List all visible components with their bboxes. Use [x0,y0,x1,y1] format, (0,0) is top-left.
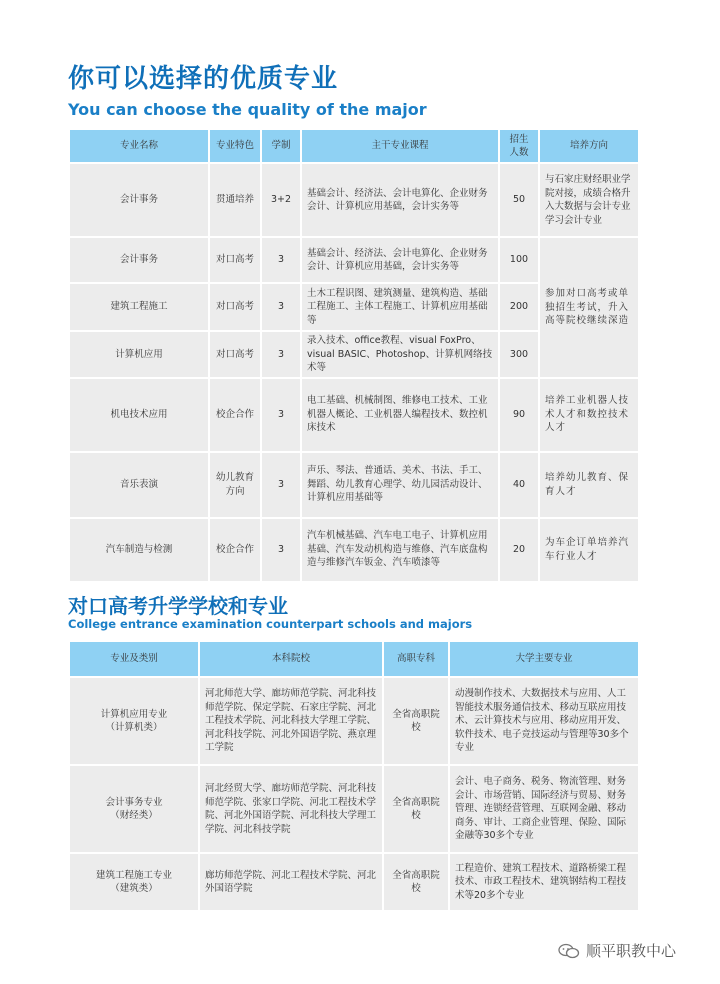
major-enrollment: 90 [499,378,539,452]
major-direction: 与石家庄财经职业学院对接，成绩合格升入大数据与会计专业学习会计专业 [539,163,639,237]
table-row [69,163,639,237]
university-majors: 动漫制作技术、大数据技术与应用、人工智能技术服务通信技术、移动互联应用技术、云计算技术与应用、移动应用开发、软件技术、电子竞技运动与管理等30多个专业 [449,677,639,765]
major-feature: 校企合作 [209,378,261,452]
wechat-icon [558,943,580,959]
university-majors: 会计、电子商务、税务、物流管理、财务会计、市场营销、国际经济与贸易、财务管理、连锁经营管理、互联网金融、移动商务、审计、工商企业管理、保险、国际金融等30多个专业 [449,765,639,853]
major-courses: 基础会计、经济法、会计电算化、企业财务会计、计算机应用基础，会计实务等 [301,163,499,237]
university-majors: 工程造价、建筑工程技术、道路桥梁工程技术、市政工程技术、建筑钢结构工程技术等20多个专业 [449,853,639,911]
major-label: 计算机应用专业 [100,708,168,720]
table-row [69,853,639,911]
major-years: 3 [261,283,301,331]
major-courses: 土木工程识图、建筑测量、建筑构造、基础工程施工、主体工程施工、计算机应用基础等 [301,283,499,331]
major-enrollment: 50 [499,163,539,237]
major-name: 汽车制造与检测 [69,518,209,582]
section2-subtitle-en: College entrance examination counterpart schools and majors [68,617,473,631]
footer-label: 顺平职教中心 [586,942,677,960]
major-enrollment: 40 [499,452,539,518]
major-label: 建筑工程施工专业 [95,869,172,881]
header-undergrad: 本科院校 [199,641,383,677]
table-row [69,452,639,518]
table-row [69,518,639,582]
table-row [69,765,639,853]
major-years: 3+2 [261,163,301,237]
major-category-cell [69,853,199,911]
section2-title: 对口高考升学学校和专业 [68,594,288,618]
major-enrollment: 100 [499,237,539,283]
major-direction: 培养幼儿教育、保育人才 [539,452,639,518]
majors-table-header [69,129,639,163]
table-row [69,378,639,452]
table-row [69,677,639,765]
major-feature: 校企合作 [209,518,261,582]
category-label: （计算机类） [105,722,163,733]
major-enrollment: 20 [499,518,539,582]
undergrad-schools: 河北经贸大学、廊坊师范学院、河北科技师范学院、张家口学院、河北工程技术学院、河北外国语学院、河北科技大学理工学院、河北科技学院 [199,765,383,853]
major-name: 建筑工程施工 [69,283,209,331]
major-courses: 声乐、琴法、普通话、美术、书法、手工、舞蹈、幼儿教育心理学、幼儿园活动设计、计算机应用基础等 [301,452,499,518]
vocational-schools: 全省高职院校 [383,677,449,765]
footer-account [558,940,676,961]
major-courses: 基础会计、经济法、会计电算化、企业财务会计、计算机应用基础，会计实务等 [301,237,499,283]
major-feature: 对口高考 [209,283,261,331]
major-direction: 为车企订单培养汽车行业人才 [539,518,639,582]
major-name: 会计事务 [69,237,209,283]
major-name: 机电技术应用 [69,378,209,452]
schools-table [68,640,640,912]
schools-table-header [69,641,639,677]
header-courses: 主干专业课程 [301,129,499,163]
header-univ-majors: 大学主要专业 [449,641,639,677]
major-courses: 录入技术、office教程、visual FoxPro、visual BASIC、Photoshop、计算机网络技术等 [301,331,499,378]
major-courses: 汽车机械基础、汽车电工电子、计算机应用基础、汽车发动机构造与维修、汽车底盘构造与维修汽车钣金、汽车喷漆等 [301,518,499,582]
undergrad-schools: 廊坊师范学院、河北工程技术学院、河北外国语学院 [199,853,383,911]
undergrad-schools: 河北师范大学、廊坊师范学院、河北科技师范学院、保定学院、石家庄学院、河北工程技术学院、河北科技大学理工学院、河北科技学院、河北外国语学院、燕京理工学院 [199,677,383,765]
major-direction: 培养工业机器人技术人才和数控技术人才 [539,378,639,452]
header-enrollment: 招生人数 [499,129,539,163]
major-name: 音乐表演 [69,452,209,518]
category-label: （财经类） [110,810,158,821]
major-enrollment: 300 [499,331,539,378]
major-name: 会计事务 [69,163,209,237]
major-feature: 幼儿教育方向 [209,452,261,518]
majors-table [68,128,640,583]
header-direction: 培养方向 [539,129,639,163]
page-title: 你可以选择的优质专业 [68,64,339,94]
major-feature: 对口高考 [209,331,261,378]
category-label: （建筑类） [110,883,158,894]
header-vocational: 高职专科 [383,641,449,677]
header-feature: 专业特色 [209,129,261,163]
major-years: 3 [261,452,301,518]
major-years: 3 [261,518,301,582]
major-name: 计算机应用 [69,331,209,378]
table-row [69,237,639,283]
major-years: 3 [261,378,301,452]
major-feature: 对口高考 [209,237,261,283]
vocational-schools: 全省高职院校 [383,853,449,911]
major-courses: 电工基础、机械制图、维修电工技术、工业机器人概论、工业机器人编程技术、数控机床技术 [301,378,499,452]
major-years: 3 [261,331,301,378]
page-subtitle-en: You can choose the quality of the major [68,100,427,119]
header-major-name: 专业名称 [69,129,209,163]
major-category-cell [69,765,199,853]
major-category-cell [69,677,199,765]
major-enrollment: 200 [499,283,539,331]
major-feature: 贯通培养 [209,163,261,237]
vocational-schools: 全省高职院校 [383,765,449,853]
major-label: 会计事务专业 [105,796,163,808]
header-major-category: 专业及类别 [69,641,199,677]
major-years: 3 [261,237,301,283]
major-direction: 参加对口高考或单独招生考试，升入高等院校继续深造 [539,237,639,378]
header-years: 学制 [261,129,301,163]
